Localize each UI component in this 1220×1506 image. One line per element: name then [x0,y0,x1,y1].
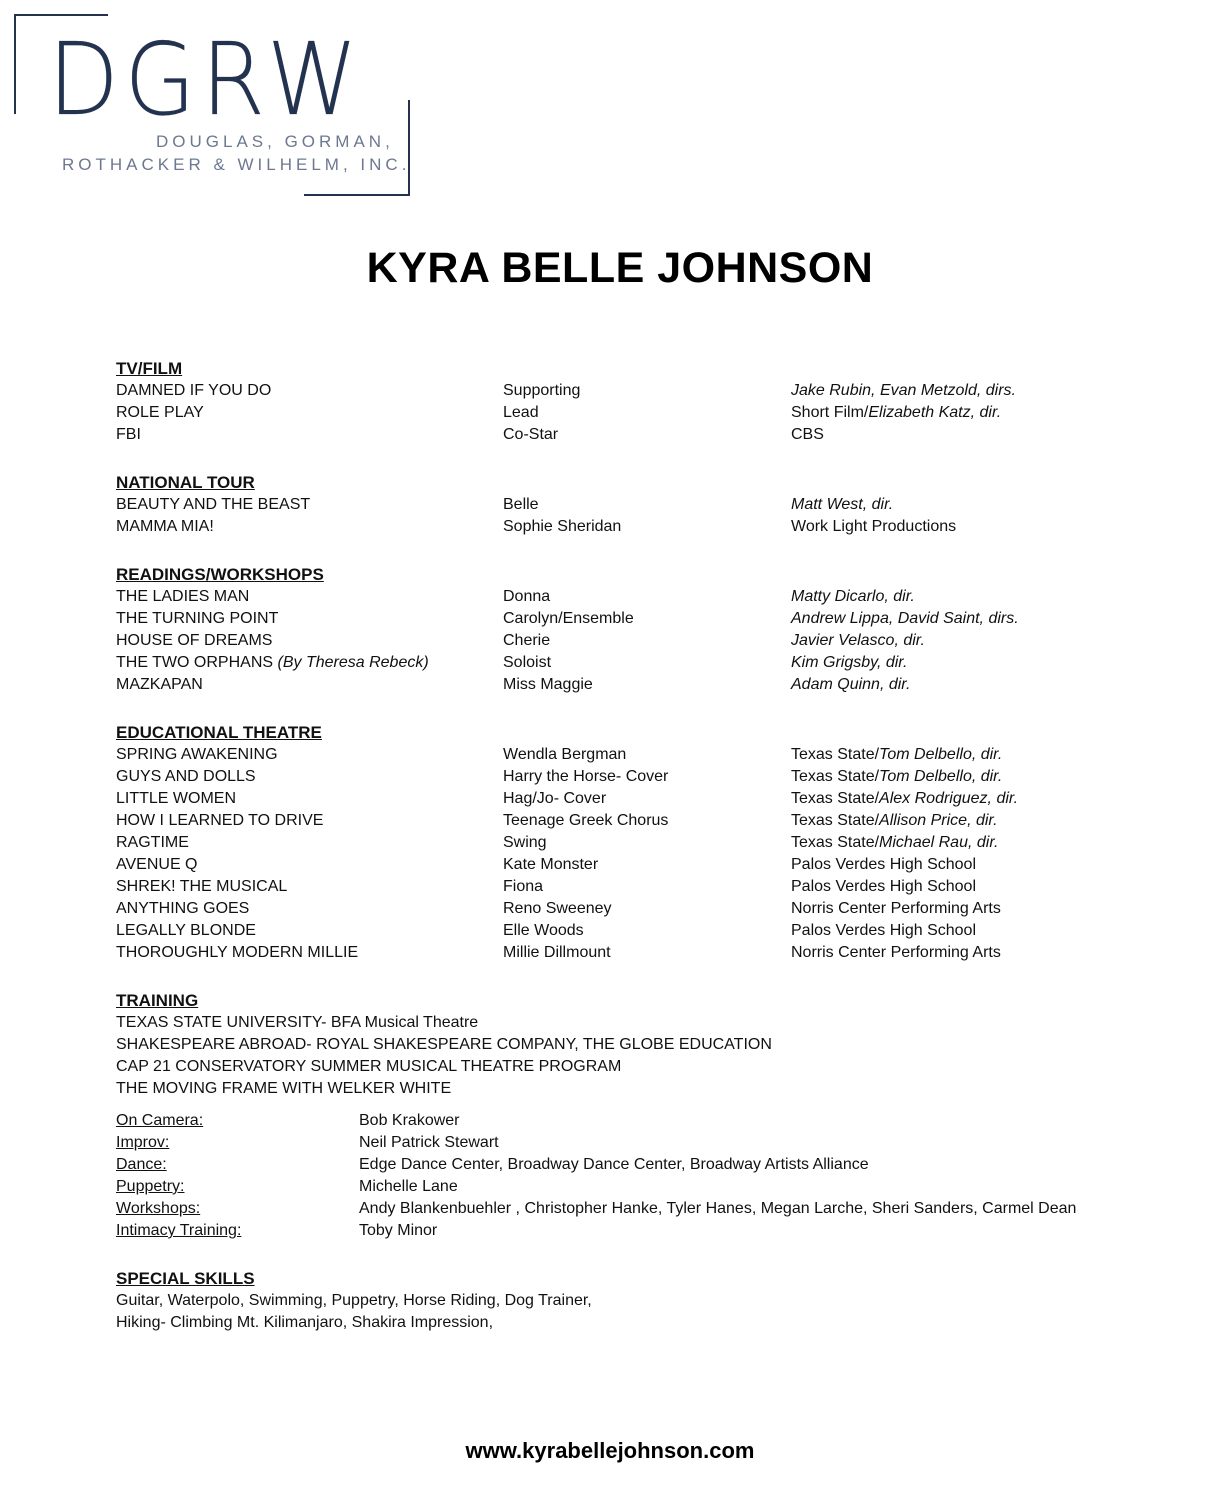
credit-company [791,424,1091,446]
section-heading: TV/FILM [116,359,183,378]
credit-title-text: ANYTHING GOES [116,900,250,917]
section-heading: NATIONAL TOUR [116,473,255,492]
credit-row [116,380,1116,402]
credit-role: Donna [503,588,551,605]
credit-title [116,608,503,630]
credit-title [116,832,503,854]
training-item: THE MOVING FRAME WITH WELKER WHITE [116,1080,452,1097]
credit-company [791,832,1091,854]
credit-title-text: FBI [116,426,141,443]
credit-row [116,744,1116,766]
credit-title [116,380,503,402]
credit-row [116,652,1116,674]
section-special-skills [116,1268,1116,1334]
credit-company-text: Norris Center Performing Arts [791,900,1001,917]
credit-role: Swing [503,834,547,851]
credit-company [791,766,1091,788]
credit-role: Lead [503,404,539,421]
credit-title [116,586,503,608]
teacher-value: Bob Krakower [359,1112,460,1129]
credit-role: Belle [503,496,539,513]
credit-company-text: Texas State/ [791,790,880,807]
credit-role: Wendla Bergman [503,746,627,763]
section-heading: EDUCATIONAL THEATRE [116,723,322,742]
credit-company [791,402,1091,424]
credit-title [116,766,503,788]
credit-row [116,586,1116,608]
teacher-value: Michelle Lane [359,1178,458,1195]
credit-company-text: Texas State/ [791,768,880,785]
teacher-list [116,1110,1116,1242]
credit-title-text: SPRING AWAKENING [116,746,278,763]
teacher-row [116,1220,1116,1242]
credit-title [116,788,503,810]
skill-line: Hiking- Climbing Mt. Kilimanjaro, Shakira Impression, [116,1314,494,1331]
credit-director: Tom Delbello, dir. [879,746,1003,763]
teacher-row [116,1198,1116,1220]
credit-title [116,942,503,964]
training-item: TEXAS STATE UNIVERSITY- BFA Musical Theatre [116,1014,479,1031]
teacher-label: Improv: [116,1134,170,1151]
credit-role: Co-Star [503,426,559,443]
credit-title-text: HOUSE OF DREAMS [116,632,273,649]
credit-title-text: AVENUE Q [116,856,198,873]
skills-list [116,1290,1116,1334]
credit-director: Allison Price, dir. [879,812,998,829]
section-tvfilm [116,358,1116,446]
credit-company [791,586,1091,608]
credit-title [116,876,503,898]
teacher-label: Puppetry: [116,1178,185,1195]
credit-title-text: MAMMA MIA! [116,518,214,535]
logo-line-1: DOUGLAS, GORMAN, [156,132,394,151]
credit-role: Soloist [503,654,552,671]
credit-role: Teenage Greek Chorus [503,812,669,829]
credit-director: Adam Quinn, dir. [791,676,911,693]
credit-title [116,810,503,832]
credit-company [791,920,1091,942]
credit-company [791,630,1091,652]
credit-row [116,898,1116,920]
credit-title [116,898,503,920]
credit-title-text: HOW I LEARNED TO DRIVE [116,812,324,829]
skill-line: Guitar, Waterpolo, Swimming, Puppetry, Horse Riding, Dog Trainer, [116,1292,592,1309]
credit-row [116,424,1116,446]
website-link[interactable]: www.kyrabellejohnson.com [465,1438,755,1463]
credit-title-text: LEGALLY BLONDE [116,922,256,939]
section-readings [116,564,1116,696]
logo-frame-right [408,100,410,196]
credit-row [116,630,1116,652]
teacher-label: Intimacy Training: [116,1222,242,1239]
credit-row [116,766,1116,788]
credit-row [116,854,1116,876]
credit-title-text: MAZKAPAN [116,676,203,693]
credit-title-text: GUYS AND DOLLS [116,768,256,785]
credit-row [116,810,1116,832]
credit-company-text: Palos Verdes High School [791,856,976,873]
teacher-row [116,1132,1116,1154]
section-heading: SPECIAL SKILLS [116,1269,255,1288]
credit-company-text: Texas State/ [791,746,880,763]
credit-role: Harry the Horse- Cover [503,768,669,785]
credit-company-text: Palos Verdes High School [791,878,976,895]
credit-company [791,942,1091,964]
credit-title [116,744,503,766]
credit-director: Tom Delbello, dir. [879,768,1003,785]
credit-list [116,380,1116,446]
credit-title-text: THE TWO ORPHANS [116,654,278,671]
credit-title-text: THOROUGHLY MODERN MILLIE [116,944,359,961]
credit-row [116,788,1116,810]
credit-company [791,608,1091,630]
credit-company-text: CBS [791,426,824,443]
credit-row [116,942,1116,964]
logo-frame-left [14,14,16,114]
credit-company [791,898,1091,920]
training-item: SHAKESPEARE ABROAD- ROYAL SHAKESPEARE COMPANY, THE GLOBE EDUCATION [116,1036,772,1053]
credit-company-text: Norris Center Performing Arts [791,944,1001,961]
training-item: CAP 21 CONSERVATORY SUMMER MUSICAL THEATRE PROGRAM [116,1058,622,1075]
credit-director: Matty Dicarlo, dir. [791,588,915,605]
actor-name: KYRA BELLE JOHNSON [366,244,874,292]
section-national-tour [116,472,1116,538]
credit-company [791,494,1091,516]
credit-role: Kate Monster [503,856,599,873]
credit-title-text: LITTLE WOMEN [116,790,237,807]
credit-company-text: Short Film/ [791,404,869,421]
credit-company [791,854,1091,876]
credit-title [116,516,503,538]
credit-company [791,516,1091,538]
credit-row [116,674,1116,696]
credit-title [116,674,503,696]
credit-company [791,652,1091,674]
credit-role: Hag/Jo- Cover [503,790,607,807]
credit-role: Reno Sweeney [503,900,612,917]
teacher-label: Dance: [116,1156,167,1173]
logo-line-2: ROTHACKER & WILHELM, INC. [62,155,411,174]
credit-title-text: DAMNED IF YOU DO [116,382,272,399]
credit-row [116,920,1116,942]
credit-director: Michael Rau, dir. [879,834,999,851]
teacher-value: Neil Patrick Stewart [359,1134,499,1151]
credit-director: Kim Grigsby, dir. [791,654,908,671]
credit-role: Miss Maggie [503,676,593,693]
credit-company [791,380,1091,402]
training-list [116,1012,1116,1100]
resume-body [116,358,1116,1360]
credit-row [116,608,1116,630]
credit-company [791,744,1091,766]
credit-role: Elle Woods [503,922,584,939]
credit-role: Sophie Sheridan [503,518,622,535]
credit-title-text: BEAUTY AND THE BEAST [116,496,311,513]
teacher-row [116,1154,1116,1176]
credit-title-text: THE TURNING POINT [116,610,279,627]
credit-row [116,876,1116,898]
credit-title-text: RAGTIME [116,834,189,851]
credit-company [791,674,1091,696]
credit-company [791,876,1091,898]
credit-director: Javier Velasco, dir. [791,632,925,649]
teacher-value: Andy Blankenbuehler , Christopher Hanke, Tyler Hanes, Megan Larche, Sheri Sanders, Carmel Dean [359,1200,1077,1217]
credit-company-text: Texas State/ [791,812,880,829]
credit-title [116,920,503,942]
credit-role: Supporting [503,382,581,399]
credit-company [791,810,1091,832]
credit-title [116,652,503,674]
logo-frame-bottom [304,194,410,196]
section-educational [116,722,1116,964]
credit-row [116,494,1116,516]
logo-letters: DGRW [48,21,364,138]
credit-title-text: ROLE PLAY [116,404,204,421]
credit-role: Millie Dillmount [503,944,611,961]
credit-role: Fiona [503,878,544,895]
credit-director: Alex Rodriguez, dir. [879,790,1019,807]
credit-role: Carolyn/Ensemble [503,610,634,627]
credit-list [116,494,1116,538]
credit-title-text: THE LADIES MAN [116,588,250,605]
credit-title [116,630,503,652]
credit-title [116,424,503,446]
credit-company [791,788,1091,810]
credit-list [116,744,1116,964]
teacher-label: On Camera: [116,1112,204,1129]
credit-row [116,832,1116,854]
logo-frame-top [14,14,108,16]
credit-list [116,586,1116,696]
credit-title-text: SHREK! THE MUSICAL [116,878,288,895]
credit-director: Andrew Lippa, David Saint, dirs. [791,610,1019,627]
credit-row [116,516,1116,538]
credit-company-text: Work Light Productions [791,518,957,535]
credit-title [116,854,503,876]
credit-director: Matt West, dir. [791,496,894,513]
teacher-value: Edge Dance Center, Broadway Dance Center, Broadway Artists Alliance [359,1156,869,1173]
section-training [116,990,1116,1242]
credit-title-note: (By Theresa Rebeck) [277,654,429,671]
section-heading: TRAINING [116,991,199,1010]
credit-director: Elizabeth Katz, dir. [868,404,1002,421]
credit-director: Jake Rubin, Evan Metzold, dirs. [791,382,1016,399]
credit-company-text: Palos Verdes High School [791,922,976,939]
credit-role: Cherie [503,632,551,649]
teacher-value: Toby Minor [359,1222,438,1239]
credit-title [116,494,503,516]
teacher-label: Workshops: [116,1200,201,1217]
credit-row [116,402,1116,424]
agency-logo [14,14,414,198]
teacher-row [116,1176,1116,1198]
teacher-row [116,1110,1116,1132]
section-heading: READINGS/WORKSHOPS [116,565,324,584]
credit-company-text: Texas State/ [791,834,880,851]
credit-title [116,402,503,424]
